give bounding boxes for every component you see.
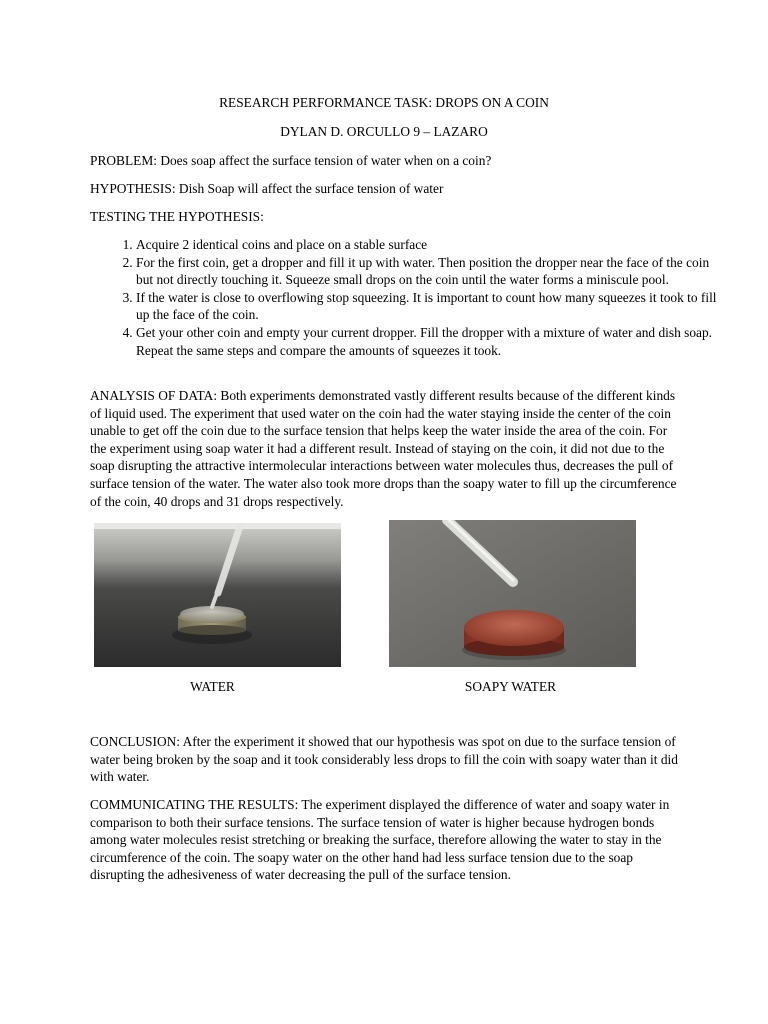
- procedure-step: 2. For the first coin, get a dropper and fill it up with water. Then position the dropper near the face of the coin but not directly touching it. Squeeze small drops on the coin until the water forms a miniscule pool.: [136, 254, 726, 289]
- author-line: DYLAN D. ORCULLO 9 – LAZARO: [280, 124, 488, 139]
- procedure-step: 1. Acquire 2 identical coins and place on a stable surface: [136, 236, 726, 254]
- communicating-results-paragraph: COMMUNICATING THE RESULTS: The experiment displayed the difference of water and soapy water in comparison to both their surface tensions. The surface tension of water is higher because hydrogen bonds among water molecules resist stretching or breaking the surface, therefore allowing the water to stay in the circumference of the coin. The soapy water on the other hand had less surface tension due to the soap disrupting the adhesiveness of water decreasing the pull of the surface tension.: [90, 797, 670, 883]
- procedure-step: 4. Get your other coin and empty your current dropper. Fill the dropper with a mixture of water and dish soap. Repeat the same steps and compare the amounts of squeezes it took.: [136, 324, 726, 359]
- testing-heading: TESTING THE HYPOTHESIS:: [90, 209, 264, 224]
- problem-paragraph: PROBLEM: Does soap affect the surface tension of water when on a coin?: [90, 153, 492, 168]
- procedure-list: [90, 236, 726, 359]
- procedure-step: 3. If the water is close to overflowing stop squeezing. It is important to count how many squeezes it took to fill up the face of the coin.: [136, 289, 726, 324]
- conclusion-paragraph: CONCLUSION: After the experiment it showed that our hypothesis was spot on due to the surface tension of water being broken by the soap and it took considerably less drops to fill the coin with soapy water than it did with water.: [90, 734, 678, 785]
- soapy-water-caption: SOAPY WATER: [464, 679, 557, 694]
- document-title: RESEARCH PERFORMANCE TASK: DROPS ON A COIN: [219, 95, 549, 110]
- hypothesis-paragraph: HYPOTHESIS: Dish Soap will affect the surface tension of water: [90, 181, 444, 196]
- water-coin-photo: [94, 523, 341, 667]
- water-caption: WATER: [190, 679, 235, 694]
- analysis-paragraph: ANALYSIS OF DATA: Both experiments demonstrated vastly different results because of the different kinds of liquid used. The experiment that used water on the coin had the water staying inside the center of the coin unable to get off the coin due to the surface tension that helps keep the water inside the area of the coin. For the experiment using soap water it had a different result. Instead of staying on the coin, it did not due to the soap disrupting the attractive intermolecular interactions between water molecules thus, decreases the pull of surface tension of the water. The water also took more drops than the soapy water to fill up the circumference of the coin, 40 drops and 31 drops respectively.: [90, 388, 677, 509]
- soapy-coin-photo: [389, 520, 636, 667]
